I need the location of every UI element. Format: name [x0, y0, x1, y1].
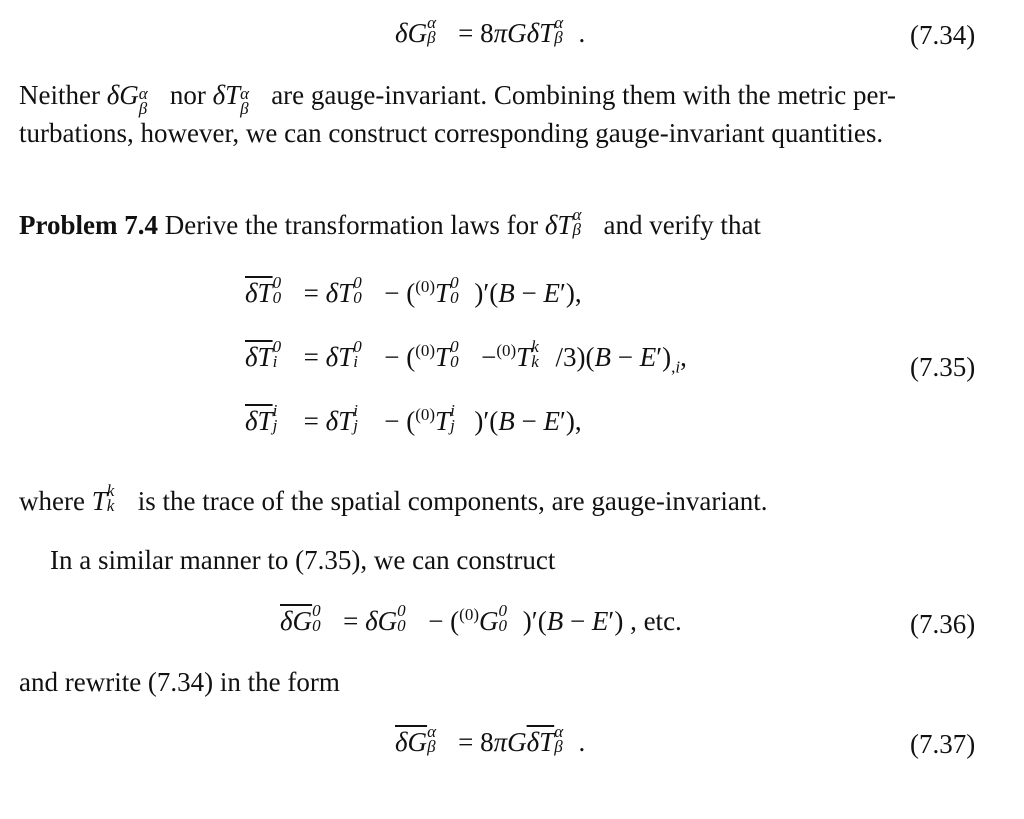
equation-text-store: [0, 0, 1, 1]
equation-7-37: $\overline{\delta G}$ α β = $8\pi G\overline{\delta T}$ α β .: [395, 721, 586, 757]
equation-7-35-line-2: $\overline{\delta T}$ 0 i = δT 0 i − ($^{(0)}$T 0 0 −$^{(0)}$T k k $/3)(B - E')_{,i}$,: [245, 336, 687, 377]
equation-7-36: $\overline{\delta G}$ 0 0 = δG 0 0 − ($^{(0)}$G 0 0 )′(B − E′) , etc.: [280, 600, 682, 636]
equation-number: (7.35): [910, 352, 976, 382]
paragraph-similar: In a similar manner to (7.35), we can construct: [50, 545, 556, 575]
equation-number: (7.34): [910, 20, 976, 50]
text-span: where: [19, 486, 85, 516]
equation-number: (7.37): [910, 729, 976, 759]
text-span: are gauge-invariant. Combining them with the metric per-: [271, 80, 896, 110]
paragraph-where: where T k k is the trace of the spatial components, are gauge-invariant.: [19, 480, 768, 516]
equation-number: (7.36): [910, 609, 976, 639]
problem-label: Problem 7.4: [19, 210, 158, 240]
text-span: nor: [169, 80, 206, 110]
text-span: is the trace of the spatial components, are gauge-invariant.: [137, 486, 768, 516]
equation-7-35-line-3: $\overline{\delta T}$ i j = δT i j − ($^{(0)}$T i j )′(B − E′),: [245, 400, 582, 436]
paragraph-rewrite: and rewrite (7.34) in the form: [19, 667, 340, 697]
text-span: etc.: [643, 606, 682, 636]
equation-text: [0, 0, 1, 1]
equation-7-34: δG α β = 8πGδT α β .: [395, 12, 586, 48]
equation-7-35-line-1: $\overline{\delta T}$ 0 0 = δT 0 0 − ($^{(0)}$T 0 0 )′(B − E′),: [245, 272, 582, 308]
text-span: Derive the transformation laws for: [164, 210, 539, 240]
text-span: turbations, however, we can construct corresponding gauge-invariant quantities.: [19, 118, 884, 148]
text-span: Neither: [19, 80, 100, 110]
paragraph-gauge: Neither δG α β nor δT α β are gauge-invariant. Combining them with the metric per- turbations, however, we can construct corresponding gauge-invariant quantities.: [19, 80, 896, 148]
problem-statement: Problem 7.4 Derive the transformation laws for δT α β and verify that: [19, 204, 761, 240]
text-span: and verify that: [603, 210, 761, 240]
